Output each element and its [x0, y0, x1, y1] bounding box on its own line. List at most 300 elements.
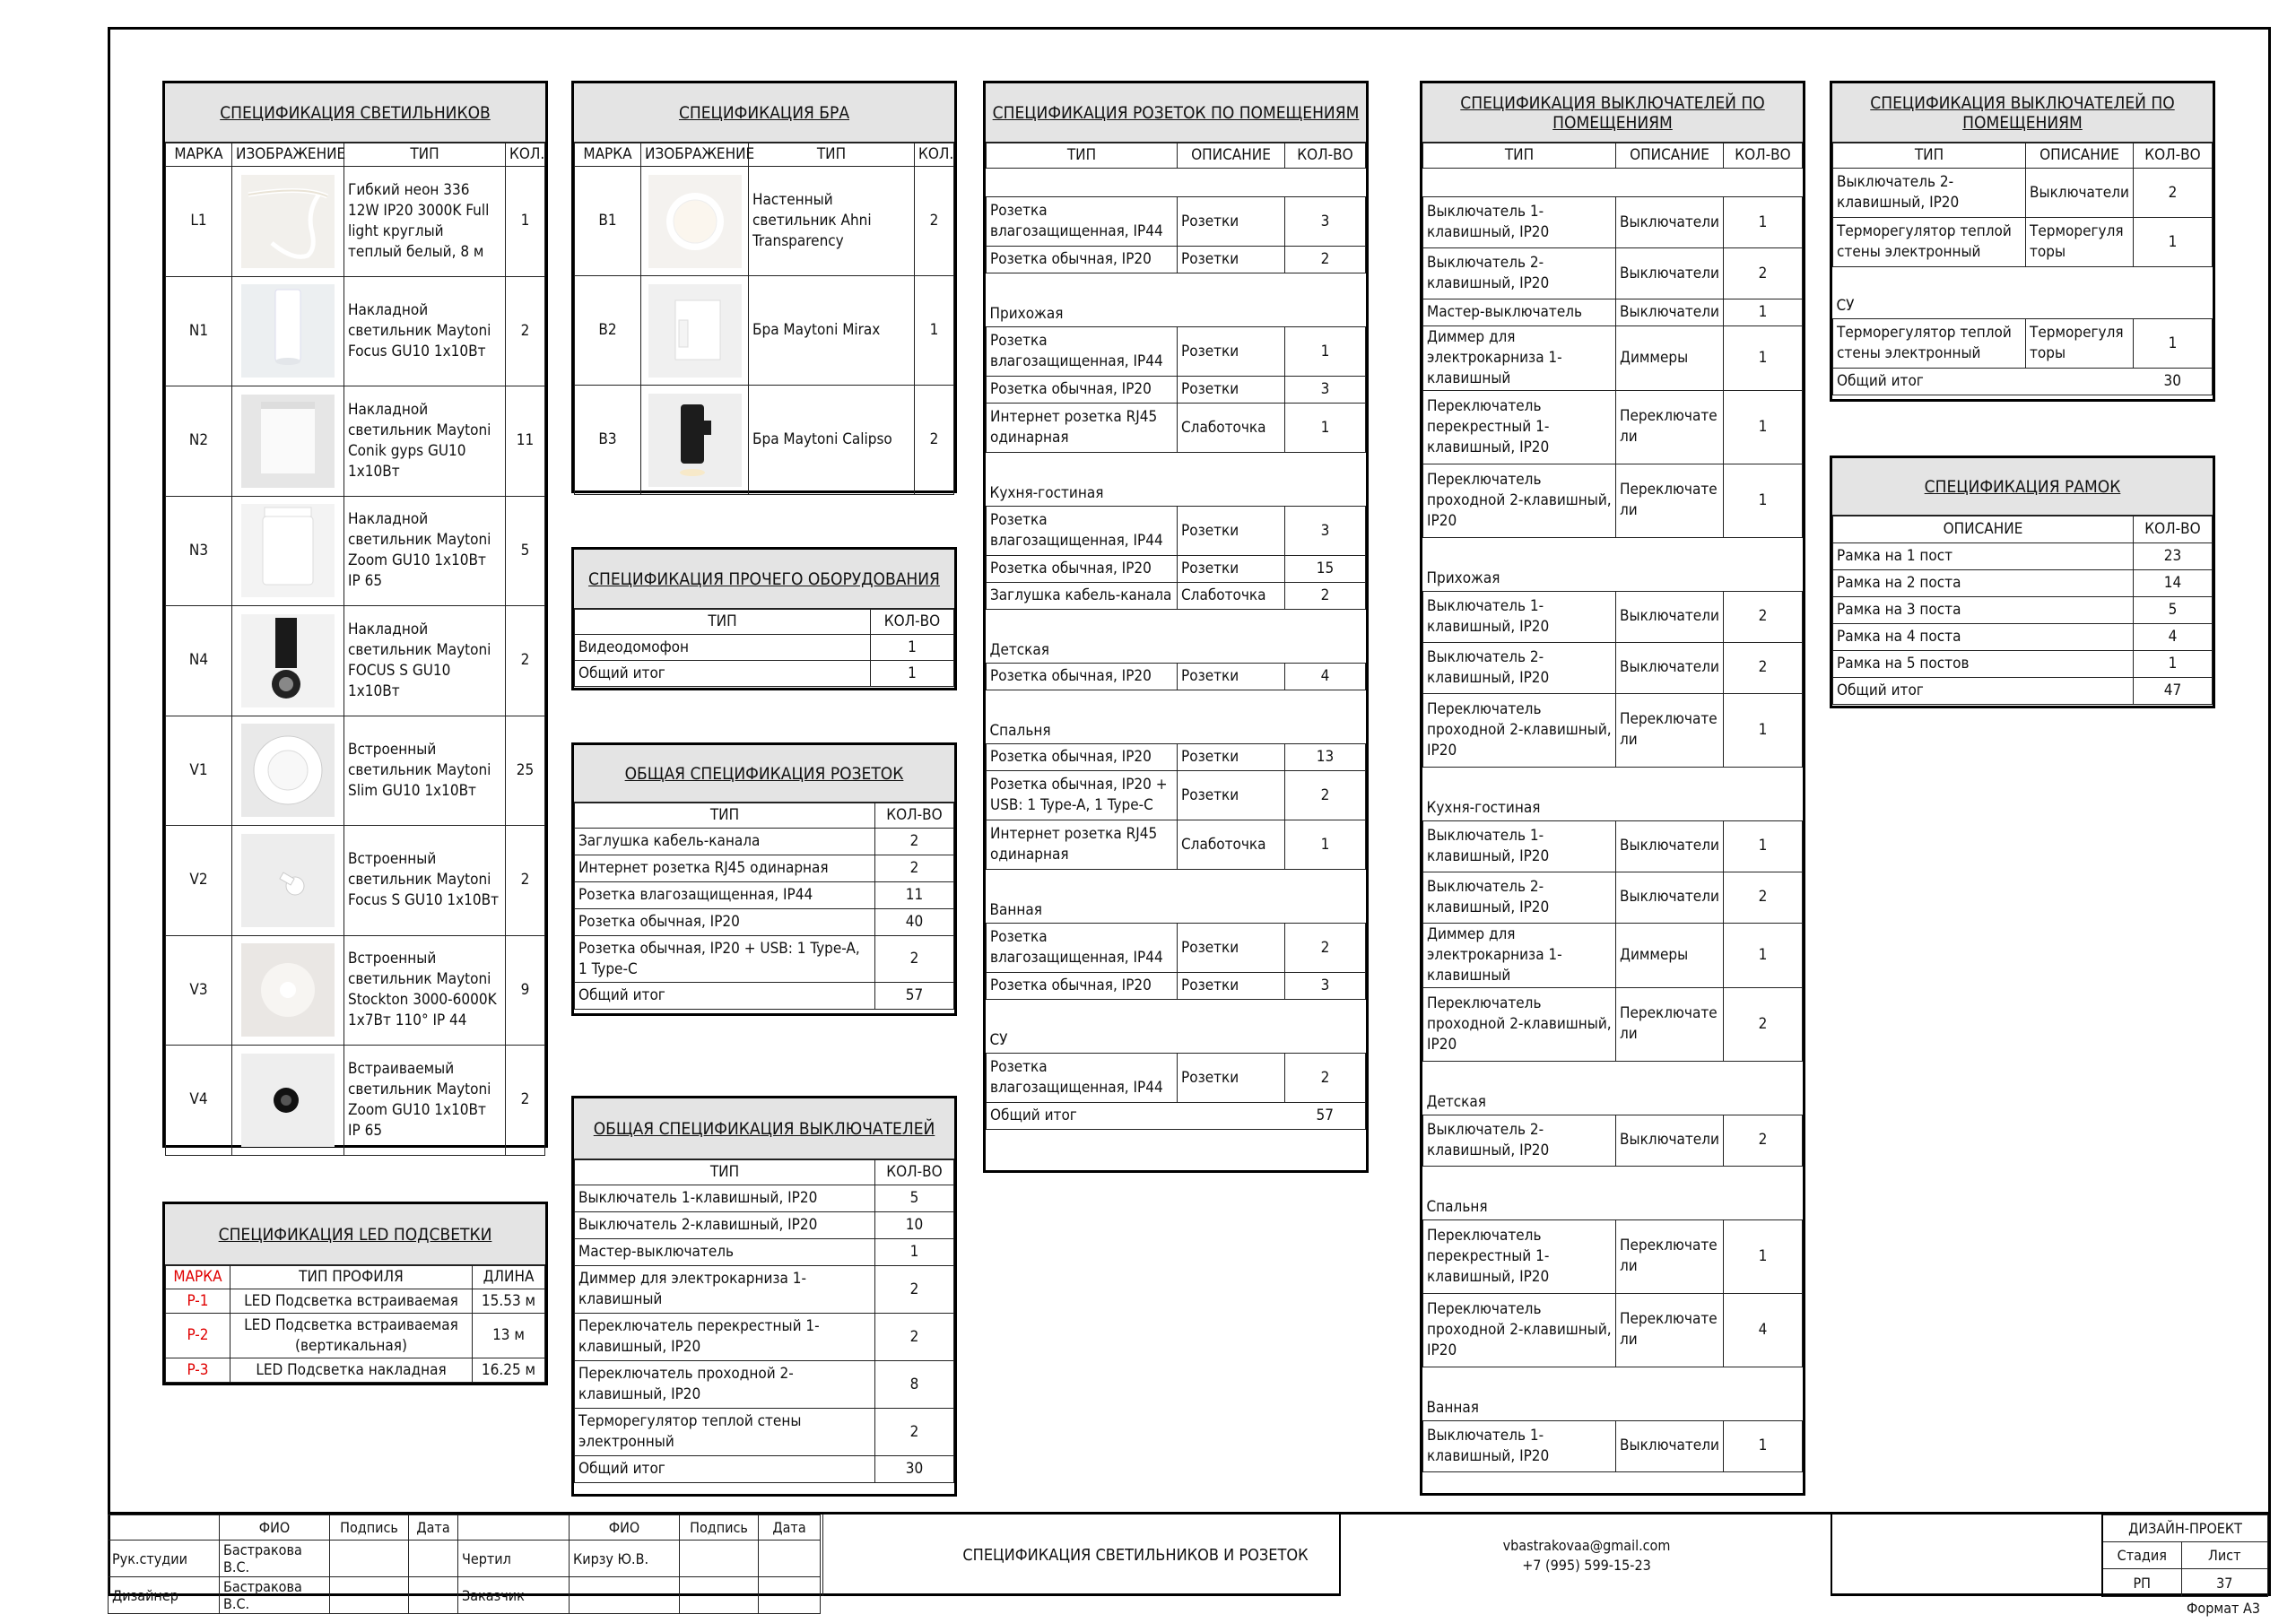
row-image [232, 386, 344, 497]
room-name: Спальня [1423, 1166, 1803, 1219]
table-row [575, 276, 954, 386]
row-type: Розетка обычная, IP20 + USB: 1 Type-A, 1 Type-C [575, 936, 875, 983]
table-row [575, 1185, 954, 1212]
room-group-row [987, 870, 1366, 924]
col-profile: ТИП ПРОФИЛЯ [230, 1266, 473, 1289]
row-qty: 30 [875, 1456, 954, 1483]
col-image: ИЗОБРАЖЕНИЕ [641, 143, 749, 167]
row-type: Розетка обычная, IP20 [987, 247, 1178, 273]
row-desc: Выключатели [1616, 1420, 1724, 1471]
row-image [232, 167, 344, 277]
row-mark: V3 [166, 935, 232, 1046]
row-qty: 3 [1285, 507, 1366, 556]
row-desc: Розетки [1178, 973, 1285, 1000]
product-image [241, 1054, 335, 1147]
led-length: 15.53 м [473, 1289, 545, 1314]
row-desc: Выключатели [2026, 169, 2134, 218]
table-row [166, 1358, 545, 1383]
room-group-row [987, 169, 1366, 197]
row-type: Рамка на 1 пост [1833, 543, 2134, 570]
row-image [232, 606, 344, 716]
row-mark: B1 [575, 167, 641, 276]
table-row [575, 855, 954, 882]
row-type: Переключатель проходной 2-клавишный, IP20 [1423, 1293, 1616, 1367]
table-row [575, 1314, 954, 1361]
col-qty: КОЛ-ВО [2134, 516, 2213, 543]
table-row [987, 327, 1366, 377]
row-qty: 2 [1285, 1054, 1366, 1103]
row-type: Заглушка кабель-канала [575, 829, 875, 855]
row-qty: 1 [2134, 218, 2213, 267]
row-mark: N2 [166, 386, 232, 497]
row-qty: 1 [915, 276, 954, 386]
switches-total-title: ОБЩАЯ СПЕЦИФИКАЦИЯ ВЫКЛЮЧАТЕЛЕЙ [574, 1098, 954, 1159]
table-row [1423, 1293, 1803, 1367]
row-qty: 14 [2134, 570, 2213, 597]
row-type: Общий итог [575, 983, 875, 1010]
format-label: Формат А3 [2187, 1600, 2260, 1617]
row-desc: Розетки [1178, 327, 1285, 377]
table-row [575, 635, 954, 661]
row-qty: 1 [506, 167, 545, 277]
row-type: Общий итог [1833, 678, 2134, 705]
col-type: ТИП [575, 1160, 875, 1185]
room-group-row [987, 1000, 1366, 1054]
header-signature: Подпись [330, 1515, 409, 1541]
led-type: LED Подсветка встраиваемая [230, 1289, 473, 1314]
table-row [1423, 923, 1803, 987]
row-qty: 1 [1724, 326, 1803, 391]
table-row [1833, 319, 2213, 369]
table-row [1833, 169, 2213, 218]
row-type: Выключатель 1-клавишный, IP20 [1423, 197, 1616, 248]
table-row [1423, 1219, 1803, 1293]
room-name: Ванная [987, 870, 1366, 924]
led-mark: P-2 [166, 1314, 230, 1358]
row-qty: 25 [506, 716, 545, 826]
row-type: Переключатель проходной 2-клавишный, IP20 [1423, 987, 1616, 1061]
col-image: ИЗОБРАЖЕНИЕ [232, 143, 344, 167]
row-qty: 2 [875, 1266, 954, 1314]
room-group-row [1423, 1166, 1803, 1219]
table-row [575, 936, 954, 983]
row-desc: Переключате ли [1616, 987, 1724, 1061]
table-row [987, 924, 1366, 973]
stage-value: РП [2102, 1569, 2181, 1597]
table-row [1423, 299, 1803, 326]
led-length: 16.25 м [473, 1358, 545, 1383]
col-qty: КОЛ-ВО [875, 803, 954, 829]
row-type: Выключатель 2-клавишный, IP20 [1423, 872, 1616, 923]
col-type: ТИП [1423, 143, 1616, 169]
row-qty: 1 [1285, 327, 1366, 377]
row-type: Мастер-выключатель [1423, 299, 1616, 326]
table-row [575, 909, 954, 936]
col-desc: ОПИСАНИЕ [1178, 143, 1285, 169]
row-desc: Розетки [1178, 771, 1285, 820]
total-row [1833, 678, 2213, 705]
table-row [987, 377, 1366, 404]
table-row [166, 167, 545, 277]
row-qty: 2 [1724, 591, 1803, 642]
name-designer: Бастракова В.С. [220, 1577, 330, 1614]
col-desc: ОПИСАНИЕ [1616, 143, 1724, 169]
name-studio-head: Бастракова В.С. [220, 1541, 330, 1577]
led-title: СПЕЦИФИКАЦИЯ LED ПОДСВЕТКИ [165, 1204, 545, 1265]
row-desc: Розетки [1178, 507, 1285, 556]
table-row [1833, 651, 2213, 678]
row-desc: Выключатели [1616, 299, 1724, 326]
table-row [1423, 1115, 1803, 1166]
header-date: Дата [759, 1515, 821, 1541]
row-qty: 1 [875, 1239, 954, 1266]
row-qty: 2 [875, 1409, 954, 1456]
row-qty: 11 [506, 386, 545, 497]
row-desc: Выключатели [1616, 642, 1724, 693]
row-qty: 3 [1285, 197, 1366, 247]
row-qty: 9 [506, 935, 545, 1046]
row-qty: 47 [2134, 678, 2213, 705]
row-type: Бра Maytoni Mirax [749, 276, 915, 386]
row-type: Встраиваемый светильник Maytoni Zoom GU10 1х10Вт IP 65 [344, 1046, 506, 1156]
table-row [1833, 624, 2213, 651]
sockets-rooms-title: СПЕЦИФИКАЦИЯ РОЗЕТОК ПО ПОМЕЩЕНИЯМ [986, 83, 1366, 143]
table-row [166, 276, 545, 386]
sheet-title: СПЕЦИФИКАЦИЯ СВЕТИЛЬНИКОВ И РОЗЕТОК [822, 1515, 1448, 1596]
row-desc: Переключате ли [1616, 390, 1724, 464]
col-length: ДЛИНА [473, 1266, 545, 1289]
row-qty: 1 [1285, 820, 1366, 870]
table-row [1423, 693, 1803, 767]
product-image [241, 724, 335, 817]
row-qty: 2 [1285, 771, 1366, 820]
col-qty: КОЛ. [506, 143, 545, 167]
room-name: Детская [1423, 1061, 1803, 1115]
row-desc: Выключатели [1616, 1115, 1724, 1166]
table-row [1423, 464, 1803, 537]
row-qty: 2 [915, 167, 954, 276]
row-type: Розетка влагозащищенная, IP44 [575, 882, 875, 909]
row-type: Переключатель проходной 2-клавишный, IP20 [575, 1361, 875, 1409]
table-row [1423, 642, 1803, 693]
product-image [241, 504, 335, 597]
row-desc: Розетки [1178, 744, 1285, 771]
row-type: Переключатель перекрестный 1-клавишный, IP20 [1423, 1219, 1616, 1293]
header-signature: Подпись [680, 1515, 759, 1541]
product-image [241, 943, 335, 1037]
product-image [648, 394, 742, 487]
row-type: Выключатель 2-клавишный, IP20 [1423, 1115, 1616, 1166]
led-type: LED Подсветка накладная [230, 1358, 473, 1383]
table-row [575, 1212, 954, 1239]
row-image [641, 386, 749, 495]
table-row [1833, 597, 2213, 624]
total-row [1833, 369, 2213, 395]
row-type: Встроенный светильник Maytoni Focus S GU10 1х10Вт [344, 826, 506, 936]
table-row [1423, 197, 1803, 248]
row-type: Выключатель 1-клавишный, IP20 [1423, 820, 1616, 872]
contact-cell [1339, 1515, 1832, 1596]
row-type: Розетка влагозащищенная, IP44 [987, 924, 1178, 973]
row-desc: Выключатели [1616, 872, 1724, 923]
table-row [1423, 820, 1803, 872]
row-desc: Выключатели [1616, 197, 1724, 248]
header-fio: ФИО [570, 1515, 680, 1541]
room-name: СУ [987, 1000, 1366, 1054]
row-qty: 1 [1724, 1420, 1803, 1471]
row-type: Интернет розетка RJ45 одинарная [987, 404, 1178, 453]
row-type: Выключатель 1-клавишный, IP20 [575, 1185, 875, 1212]
row-qty: 2 [1285, 247, 1366, 273]
switches-rooms-cont-spec [1830, 81, 2215, 402]
table-row [1833, 543, 2213, 570]
row-qty: 1 [1285, 404, 1366, 453]
table-row [166, 1314, 545, 1358]
row-qty: 1 [1724, 464, 1803, 537]
product-image [648, 175, 742, 268]
room-group-row [987, 273, 1366, 327]
row-qty: 5 [875, 1185, 954, 1212]
row-desc: Диммеры [1616, 326, 1724, 391]
table-row [575, 167, 954, 276]
blank-cell [1831, 1515, 2031, 1596]
row-type: Общий итог [575, 661, 871, 687]
total-row [575, 983, 954, 1010]
col-qty: КОЛ-ВО [2134, 143, 2213, 169]
role-drafter: Чертил [458, 1541, 570, 1577]
row-mark: V1 [166, 716, 232, 826]
row-mark: N3 [166, 496, 232, 606]
table-row [1423, 248, 1803, 299]
table-row [987, 197, 1366, 247]
row-qty: 2 [1724, 1115, 1803, 1166]
row-qty: 1 [1724, 693, 1803, 767]
row-qty: 2 [875, 855, 954, 882]
row-type: Заглушка кабель-канала [987, 583, 1178, 610]
row-type: Настенный светильник Ahni Transparency [749, 167, 915, 276]
row-desc: Розетки [1178, 924, 1285, 973]
table-row [987, 744, 1366, 771]
row-qty: 2 [1724, 248, 1803, 299]
row-qty: 13 [1285, 744, 1366, 771]
row-type: Накладной светильник Maytoni Conik gyps GU10 1х10Вт [344, 386, 506, 497]
row-type: Общий итог [575, 1456, 875, 1483]
stage-label: Стадия [2102, 1542, 2181, 1569]
row-type: Выключатель 1-клавишный, IP20 [1423, 1420, 1616, 1471]
col-desc: ОПИСАНИЕ [1833, 516, 2134, 543]
row-desc: Выключатели [1616, 248, 1724, 299]
col-mark: МАРКА [166, 143, 232, 167]
switches-total-spec [571, 1096, 957, 1497]
table-row [1423, 591, 1803, 642]
table-row [1423, 987, 1803, 1061]
col-mark: МАРКА [575, 143, 641, 167]
row-mark: B2 [575, 276, 641, 386]
room-name: СУ [1833, 267, 2213, 319]
row-type: Розетка обычная, IP20 [987, 664, 1178, 690]
col-type: ТИП [1833, 143, 2026, 169]
row-type: Рамка на 2 поста [1833, 570, 2134, 597]
row-type: Мастер-выключатель [575, 1239, 875, 1266]
col-desc: ОПИСАНИЕ [2026, 143, 2134, 169]
row-qty: 2 [915, 386, 954, 495]
row-qty: 4 [1724, 1293, 1803, 1367]
led-mark: P-1 [166, 1289, 230, 1314]
table-row [987, 664, 1366, 690]
led-type: LED Подсветка встраиваемая (вертикальная) [230, 1314, 473, 1358]
table-row [1423, 390, 1803, 464]
row-desc: Диммеры [1616, 923, 1724, 987]
other-spec [571, 547, 957, 690]
row-desc: Слаботочка [1178, 404, 1285, 453]
table-row [166, 826, 545, 936]
sheet-label: Лист [2181, 1542, 2268, 1569]
row-qty: 2 [875, 829, 954, 855]
row-qty: 2 [2134, 169, 2213, 218]
switches-rooms-cont-title: СПЕЦИФИКАЦИЯ ВЫКЛЮЧАТЕЛЕЙ ПО ПОМЕЩЕНИЯМ [1832, 83, 2213, 143]
row-image [232, 496, 344, 606]
contact-email: vbastrakovaa@gmail.com [1502, 1536, 1671, 1554]
row-type: Переключатель проходной 2-клавишный, IP20 [1423, 693, 1616, 767]
table-row [575, 1266, 954, 1314]
row-image [232, 276, 344, 386]
room-group-row [987, 453, 1366, 507]
row-qty: 2 [506, 826, 545, 936]
row-qty: 5 [2134, 597, 2213, 624]
project-label: ДИЗАЙН-ПРОЕКТ [2102, 1515, 2268, 1542]
switches-rooms-spec [1420, 81, 1805, 1496]
row-qty: 1 [2134, 651, 2213, 678]
row-desc: Слаботочка [1178, 820, 1285, 870]
row-type: Диммер для электрокарниза 1-клавишный [575, 1266, 875, 1314]
switches-rooms-title: СПЕЦИФИКАЦИЯ ВЫКЛЮЧАТЕЛЕЙ ПО ПОМЕЩЕНИЯМ [1422, 83, 1803, 143]
col-qty: КОЛ-ВО [1285, 143, 1366, 169]
row-type: Переключатель перекрестный 1-клавишный, IP20 [575, 1314, 875, 1361]
row-desc: Слаботочка [1178, 583, 1285, 610]
table-row [987, 247, 1366, 273]
row-qty: 10 [875, 1212, 954, 1239]
row-type: Выключатель 2-клавишный, IP20 [1833, 169, 2026, 218]
row-qty: 57 [875, 983, 954, 1010]
room-name: Кухня-гостиная [1423, 767, 1803, 820]
row-type: Розетка обычная, IP20 [987, 556, 1178, 583]
room-name: Прихожая [1423, 537, 1803, 591]
col-type: ТИП [344, 143, 506, 167]
row-image [641, 167, 749, 276]
row-desc: Терморегуля торы [2026, 319, 2134, 369]
row-type: Гибкий неон 336 12W IP20 3000K Full light круглый теплый белый, 8 м [344, 167, 506, 277]
table-row [987, 583, 1366, 610]
col-type: ТИП [575, 610, 871, 635]
row-qty: 40 [875, 909, 954, 936]
total-label: Общий итог [987, 1103, 1285, 1130]
table-row [1833, 218, 2213, 267]
room-group-row [1423, 1061, 1803, 1115]
row-desc: Розетки [1178, 247, 1285, 273]
sockets-total-title: ОБЩАЯ СПЕЦИФИКАЦИЯ РОЗЕТОК [574, 745, 954, 803]
row-image [641, 276, 749, 386]
col-qty: КОЛ-ВО [875, 1160, 954, 1185]
row-desc: Розетки [1178, 197, 1285, 247]
total-qty: 30 [2134, 369, 2213, 395]
row-type: Розетка влагозащищенная, IP44 [987, 327, 1178, 377]
led-length: 13 м [473, 1314, 545, 1358]
row-qty: 3 [1285, 377, 1366, 404]
table-row [166, 606, 545, 716]
sconce-title: СПЕЦИФИКАЦИЯ БРА [574, 83, 954, 143]
table-row [987, 507, 1366, 556]
room-name: Детская [987, 610, 1366, 664]
row-qty: 1 [1724, 820, 1803, 872]
row-qty: 2 [1285, 583, 1366, 610]
table-row [987, 404, 1366, 453]
room-group-row [1423, 537, 1803, 591]
table-row [575, 1409, 954, 1456]
row-type: Интернет розетка RJ45 одинарная [575, 855, 875, 882]
row-qty: 2 [506, 1046, 545, 1156]
row-qty: 2 [1724, 987, 1803, 1061]
row-qty: 15 [1285, 556, 1366, 583]
row-desc: Розетки [1178, 664, 1285, 690]
col-type: ТИП [575, 803, 875, 829]
header-fio: ФИО [220, 1515, 330, 1541]
role-studio-head: Рук.студии [109, 1541, 220, 1577]
name-drafter: Кирзу Ю.В. [570, 1541, 680, 1577]
room-name: Прихожая [987, 273, 1366, 327]
room-name [1423, 169, 1803, 197]
row-type: Переключатель перекрестный 1-клавишный, IP20 [1423, 390, 1616, 464]
row-type: Накладной светильник Maytoni FOCUS S GU10 1х10Вт [344, 606, 506, 716]
row-type: Накладной светильник Maytoni Focus GU10 1х10Вт [344, 276, 506, 386]
table-row [987, 556, 1366, 583]
table-row [1423, 1420, 1803, 1471]
table-row [575, 1361, 954, 1409]
col-qty: КОЛ-ВО [871, 610, 954, 635]
row-type: Диммер для электрокарниза 1-клавишный [1423, 923, 1616, 987]
row-qty: 2 [1285, 924, 1366, 973]
row-type: Переключатель проходной 2-клавишный, IP20 [1423, 464, 1616, 537]
row-image [232, 1046, 344, 1156]
row-mark: N1 [166, 276, 232, 386]
row-mark: V2 [166, 826, 232, 936]
room-name: Спальня [987, 690, 1366, 744]
frames-spec [1830, 456, 2215, 708]
room-group-row [1423, 767, 1803, 820]
row-type: Рамка на 4 поста [1833, 624, 2134, 651]
row-type: Диммер для электрокарниза 1-клавишный [1423, 326, 1616, 391]
row-qty: 1 [871, 635, 954, 661]
other-title: СПЕЦИФИКАЦИЯ ПРОЧЕГО ОБОРУДОВАНИЯ [574, 550, 954, 609]
row-qty: 2 [1724, 642, 1803, 693]
room-group-row [1833, 267, 2213, 319]
row-qty: 1 [1724, 923, 1803, 987]
row-type: Розетка обычная, IP20 [987, 377, 1178, 404]
col-type: ТИП [987, 143, 1178, 169]
row-type: Терморегулятор теплой стены электронный [575, 1409, 875, 1456]
total-qty: 57 [1285, 1103, 1366, 1130]
row-mark: N4 [166, 606, 232, 716]
row-qty: 2 [875, 936, 954, 983]
row-type: Выключатель 1-клавишный, IP20 [1423, 591, 1616, 642]
total-row [575, 661, 954, 687]
row-qty: 1 [1724, 390, 1803, 464]
table-row [987, 771, 1366, 820]
luminaires-title: СПЕЦИФИКАЦИЯ СВЕТИЛЬНИКОВ [165, 83, 545, 143]
table-row [987, 1054, 1366, 1103]
row-qty: 5 [506, 496, 545, 606]
room-name [987, 169, 1366, 197]
room-name: Кухня-гостиная [987, 453, 1366, 507]
